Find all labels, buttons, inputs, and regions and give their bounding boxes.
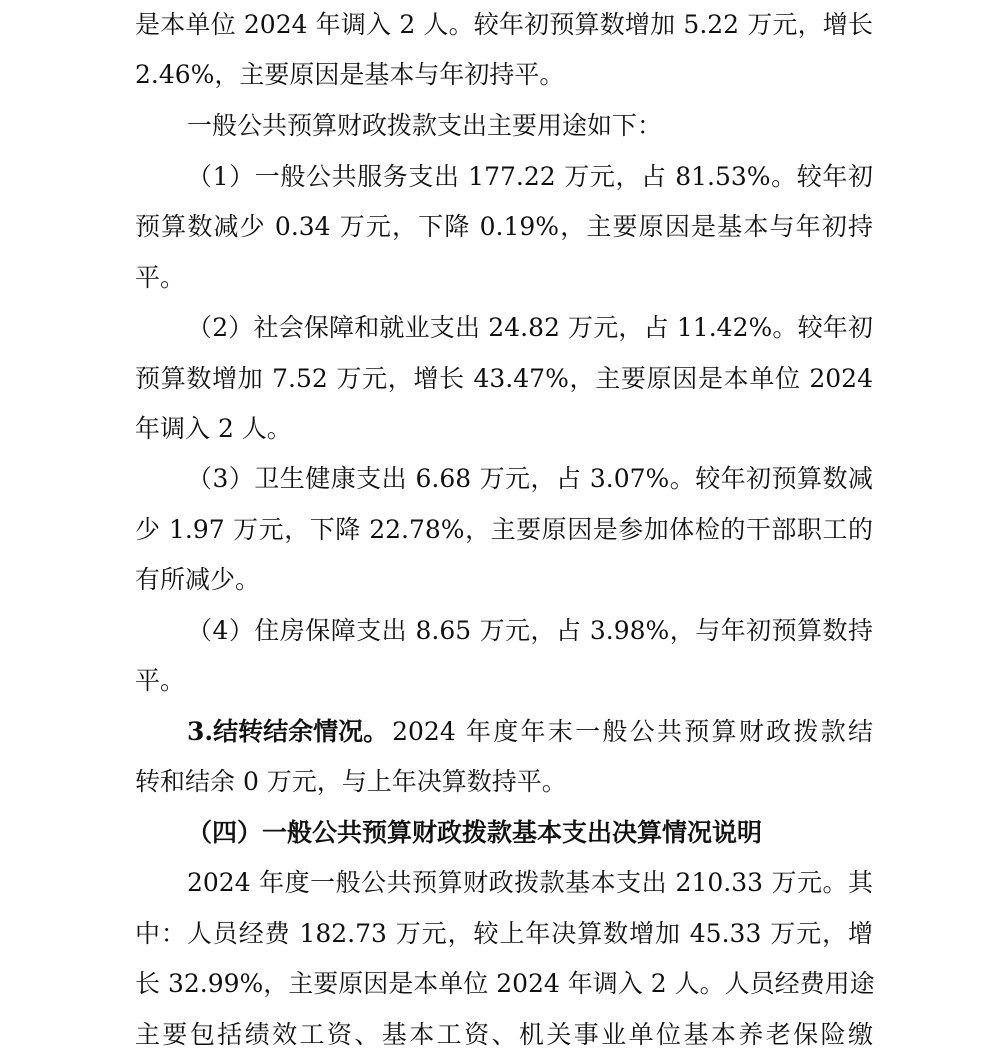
paragraph-line: 年调入 2 人。 [135, 414, 292, 443]
paragraph-line: 少 1.97 万元，下降 22.78%，主要原因是参加体检的干部职工的 [135, 515, 873, 544]
paragraph-line: 有所减少。 [135, 565, 261, 594]
section-heading: 3.结转结余情况。 [187, 717, 389, 746]
paragraph-line: 平。 [135, 263, 186, 292]
paragraph-line: 2024 年度一般公共预算财政拨款基本支出 210.33 万元。其 [187, 868, 873, 897]
paragraph-line: 预算数减少 0.34 万元，下降 0.19%，主要原因是基本与年初持 [135, 212, 873, 241]
section-heading: （四）一般公共预算财政拨款基本支出决算情况说明 [187, 818, 763, 847]
paragraph-line: （3）卫生健康支出 6.68 万元，占 3.07%。较年初预算数减 [187, 464, 873, 493]
paragraph-line: （4）住房保障支出 8.65 万元，占 3.98%，与年初预算数持 [187, 616, 873, 645]
paragraph-line: 主要包括绩效工资、基本工资、机关事业单位基本养老保险缴 [135, 1020, 873, 1049]
paragraph-line: 转和结余 0 万元，与上年决算数持平。 [135, 767, 567, 796]
paragraph-line: （2）社会保障和就业支出 24.82 万元，占 11.42%。较年初 [187, 313, 873, 342]
paragraph-text: 2024 年度年末一般公共预算财政拨款结 [392, 717, 873, 746]
paragraph-line: 平。 [135, 666, 186, 695]
paragraph-line [187, 715, 873, 749]
paragraph-line: 中：人员经费 182.73 万元，较上年决算数增加 45.33 万元，增 [135, 919, 873, 948]
paragraph-line: 长 32.99%，主要原因是本单位 2024 年调入 2 人。人员经费用途 [135, 969, 875, 998]
paragraph-line: 一般公共预算财政拨款支出主要用途如下： [187, 111, 663, 140]
paragraph-line: 预算数增加 7.52 万元，增长 43.47%，主要原因是本单位 2024 [135, 364, 873, 393]
paragraph-line: （1）一般公共服务支出 177.22 万元，占 81.53%。较年初 [187, 162, 873, 191]
paragraph-line: 是本单位 2024 年调入 2 人。较年初预算数增加 5.22 万元，增长 [135, 10, 873, 39]
paragraph-line: 2.46%，主要原因是基本与年初持平。 [135, 60, 565, 89]
